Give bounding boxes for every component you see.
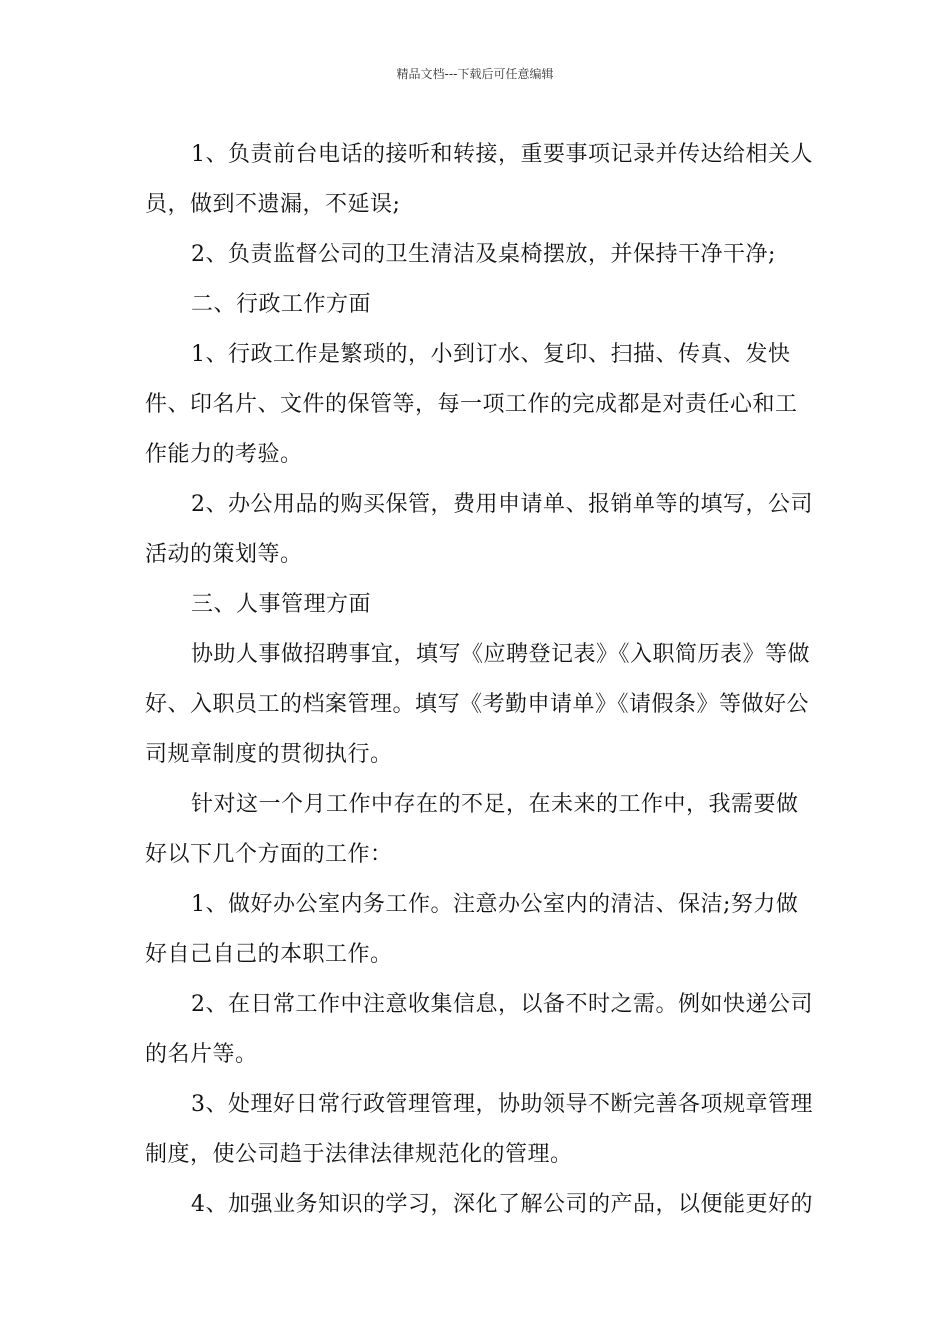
paragraph-9: 3、处理好日常行政管理管理，协助领导不断完善各项规章管理制度，使公司趋于法律法律规范化的管理。: [145, 1092, 813, 1167]
paragraph-7: 1、做好办公室内务工作。注意办公室内的清洁、保洁;努力做好自己自己的本职工作。: [145, 892, 799, 967]
paragraph-2: 2、负责监督公司的卫生清洁及桌椅摆放，并保持干净干净;: [191, 242, 776, 267]
page-header: 精品文档---下载后可任意编辑: [396, 67, 554, 81]
section-heading-admin: 二、行政工作方面: [191, 292, 372, 317]
paragraph-1: 1、负责前台电话的接听和转接，重要事项记录并传达给相关人员，做到不遗漏，不延误;: [145, 142, 813, 217]
paragraph-3: 1、行政工作是繁琐的，小到订水、复印、扫描、传真、发快件、印名片、文件的保管等，每一项工作的完成都是对责任心和工作能力的考验。: [145, 342, 798, 467]
paragraph-8: 2、在日常工作中注意收集信息，以备不时之需。例如快递公司的名片等。: [145, 992, 813, 1067]
paragraph-5: 协助人事做招聘事宜，填写《应聘登记表》《入职简历表》等做好、入职员工的档案管理。填写《考勤申请单》《请假条》等做好公司规章制度的贯彻执行。: [145, 642, 811, 767]
document-body: [145, 130, 815, 1230]
section-heading-hr: 三、人事管理方面: [191, 592, 372, 617]
paragraph-6: 针对这一个月工作中存在的不足，在未来的工作中，我需要做好以下几个方面的工作：: [145, 792, 799, 867]
paragraph-4: 2、办公用品的购买保管，费用申请单、报销单等的填写，公司活动的策划等。: [145, 492, 813, 567]
paragraph-10: 4、加强业务知识的学习，深化了解公司的产品，以便能更好的: [191, 1192, 813, 1217]
